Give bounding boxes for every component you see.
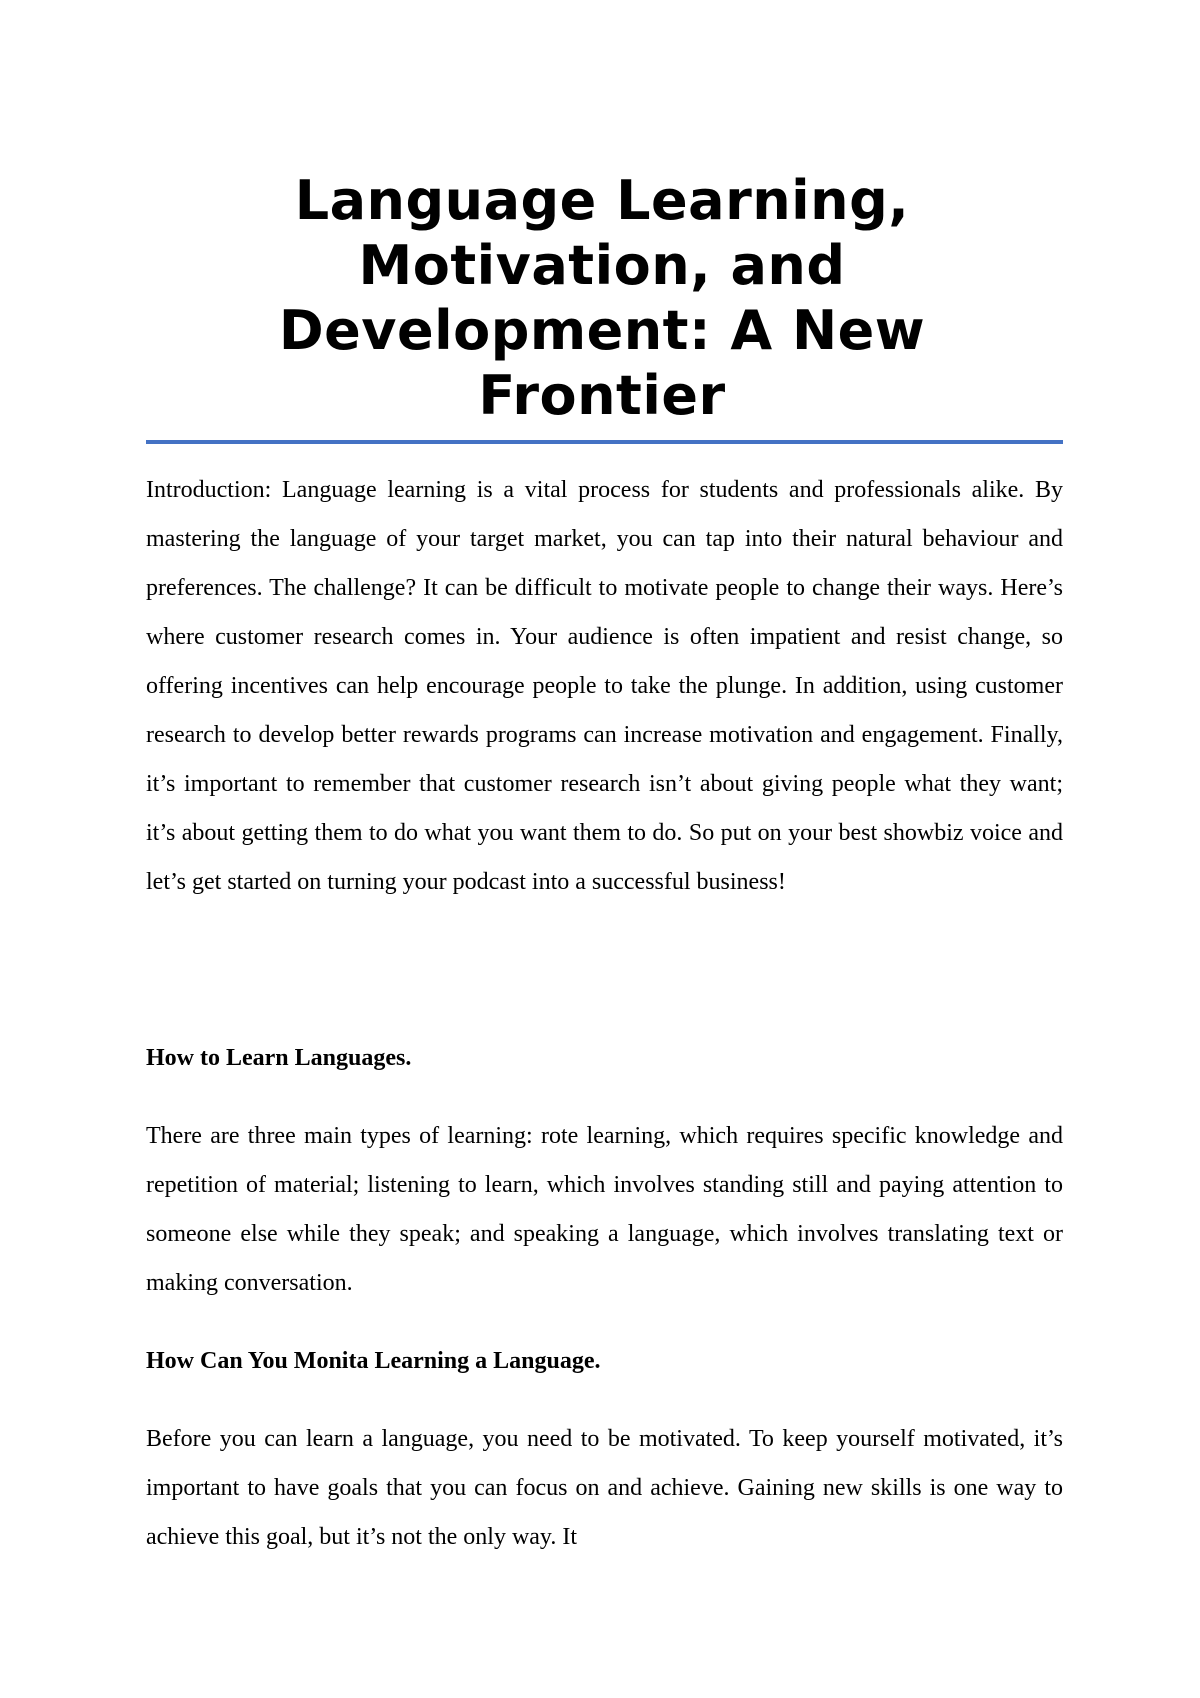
section-body-monita-learning: Before you can learn a language, you need to be motivated. To keep yourself motivated, it’s important to have goals that you can focus on and achieve. Gaining new skills is one way to achieve this goal, but it’s not the only way. It xyxy=(146,1426,1063,1550)
title-underline xyxy=(146,440,1063,444)
section-heading-how-to-learn: How to Learn Languages. xyxy=(146,1045,412,1071)
document-title: Language Learning, Motivation, and Development: A New Frontier xyxy=(278,169,926,427)
section-body-how-to-learn: There are three main types of learning: rote learning, which requires specific knowledge and repetition of material; listening to learn, which involves standing still and paying attention to someone else while they speak; and speaking a language, which involves translating text or making conversation. xyxy=(146,1123,1063,1296)
section-heading-monita-learning: How Can You Monita Learning a Language. xyxy=(146,1348,601,1374)
intro-paragraph: Introduction: Language learning is a vital process for students and professionals alike. By mastering the language of your target market, you can tap into their natural behaviour and preferences. The challenge? It can be difficult to motivate people to change their ways. Here’s where customer research comes in. Your audience is often impatient and resist change, so offering incentives can help encourage people to take the plunge. In addition, using customer research to develop better rewards programs can increase motivation and engagement. Finally, it’s important to remember that customer research isn’t about giving people what they want; it’s about getting them to do what you want them to do. So put on your best showbiz voice and let’s get started on turning your podcast into a successful business! xyxy=(146,477,1063,895)
